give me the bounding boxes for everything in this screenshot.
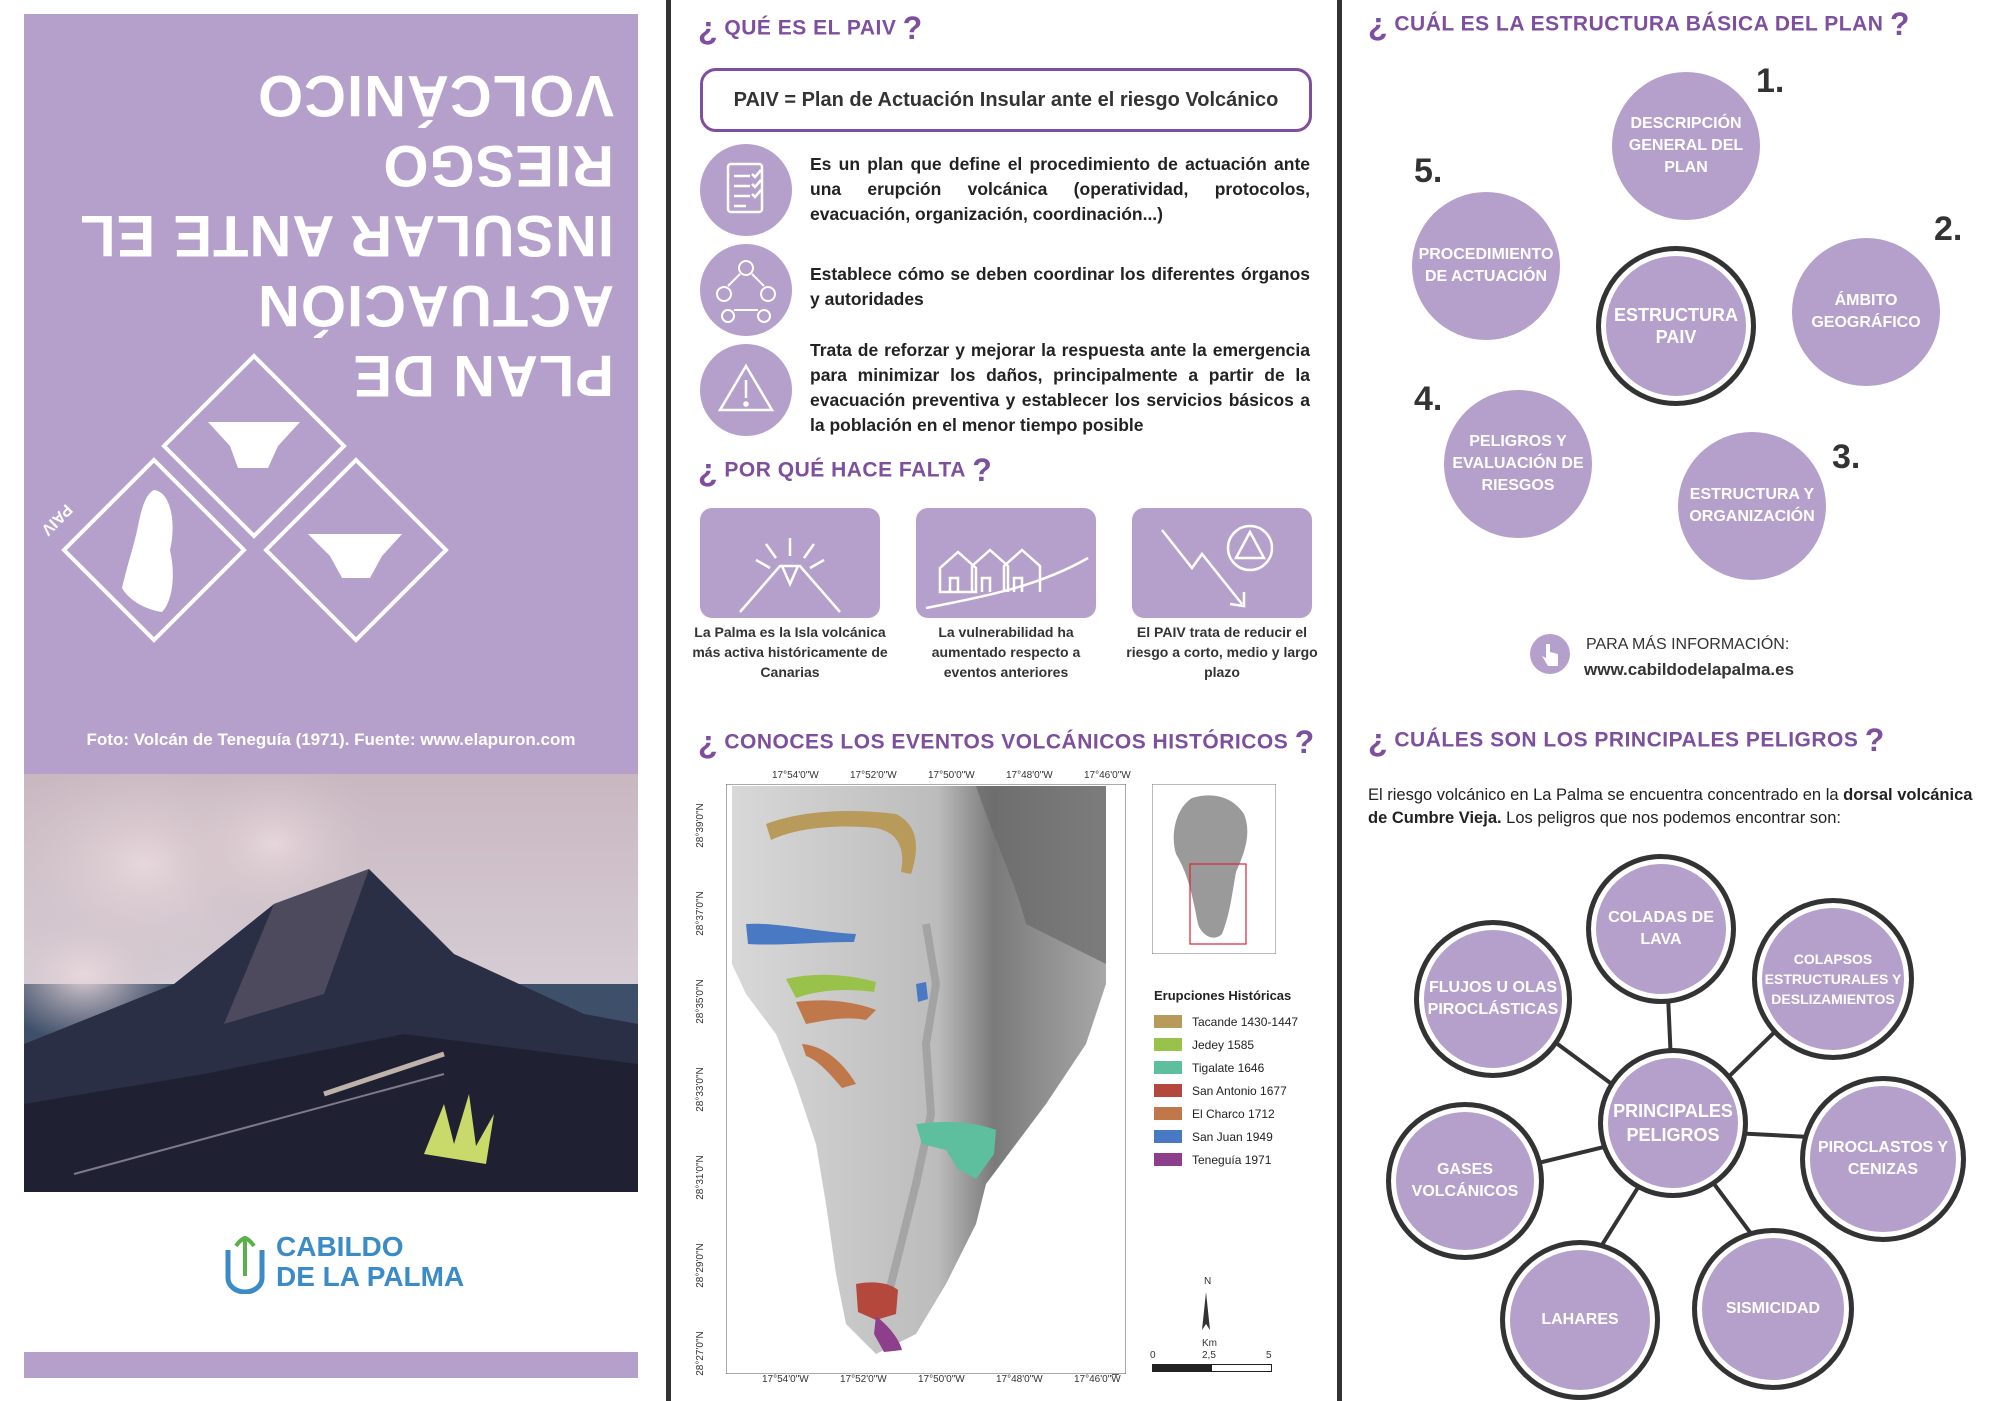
cabildo-emblem-icon <box>222 1232 268 1294</box>
historic-eruptions-map <box>694 770 1330 1390</box>
structure-node-5: PROCEDIMIENTO DE ACTUACIÓN <box>1412 192 1560 340</box>
houses-icon <box>916 508 1096 618</box>
island-relief-map <box>726 784 1126 1374</box>
que-es-item-1-text: Es un plan que define el procedimiento de actuación ante una erupción volcánica (operatividad, protocolos, evacuación, organización, coordinación...) <box>810 154 1310 224</box>
lon-label-top-4: 17°48'0"W <box>1006 770 1053 781</box>
structure-num-2: 2. <box>1934 210 1963 248</box>
info-url-link[interactable]: www.cabildodelapalma.es <box>1584 660 1795 679</box>
logo-line-2: DE LA PALMA <box>276 1261 465 1292</box>
warning-icon <box>700 344 792 436</box>
lat-label-left-3: 28°35'0"N <box>694 979 706 1024</box>
structure-center: ESTRUCTURA PAIV <box>1596 246 1756 406</box>
por-que-caption-3: El PAIV trata de reducir el riesgo a corto, medio y largo plazo <box>1126 624 1318 680</box>
cover-bottom-bar <box>24 1352 638 1378</box>
structure-num-5: 5. <box>1414 152 1443 190</box>
lon-label-bottom-5: 17°46'0"W <box>1074 1374 1121 1385</box>
people-network-icon <box>700 244 792 336</box>
logo-line-1: CABILDO <box>276 1231 404 1262</box>
legend-item: Teneguía 1971 <box>1154 1148 1298 1171</box>
crater-icon <box>208 422 300 468</box>
lat-label-left-6: 28°29'0"N <box>694 1243 706 1288</box>
scale-tick-2: 5 <box>1266 1350 1272 1361</box>
legend-item: San Juan 1949 <box>1154 1125 1298 1148</box>
lon-label-top-3: 17°50'0"W <box>928 770 975 781</box>
lon-label-top-5: 17°46'0"W <box>1084 770 1131 781</box>
structure-num-4: 4. <box>1414 380 1443 418</box>
legend-item: El Charco 1712 <box>1154 1102 1298 1125</box>
hazard-node-lahars: LAHARES <box>1500 1240 1660 1400</box>
lon-label-bottom-4: 17°48'0"W <box>996 1374 1043 1385</box>
volcano-icon <box>700 508 880 618</box>
scale-tick-0: 0 <box>1150 1350 1156 1361</box>
cover-title-line-2: INSULAR ANTE EL <box>79 203 614 268</box>
north-label: N <box>1204 1276 1212 1287</box>
lon-label-bottom-2: 17°52'0"W <box>840 1374 887 1385</box>
por-que-caption-1: La Palma es la Isla volcánica más activa históricamente de Canarias <box>692 624 888 680</box>
hazard-node-lava: COLADAS DE LAVA <box>1586 854 1736 1004</box>
lon-label-top-2: 17°52'0"W <box>850 770 897 781</box>
cover-title-line-3: RIESGO VOLCÁNICO <box>257 63 614 198</box>
lon-label-bottom-1: 17°54'0"W <box>762 1374 809 1385</box>
lat-label-left-2: 28°37'0"N <box>694 891 706 936</box>
paiv-badge: PAIV <box>37 500 76 539</box>
hazard-node-gases: GASES VOLCÁNICOS <box>1386 1102 1544 1260</box>
hazard-node-pyroclastic-flows: FLUJOS U OLAS PIROCLÁSTICAS <box>1414 920 1572 1078</box>
legend-item: Tacande 1430-1447 <box>1154 1010 1298 1033</box>
crater-icon-2 <box>308 534 402 578</box>
fold-divider-2 <box>1337 0 1342 1401</box>
structure-node-1: DESCRIPCIÓN GENERAL DEL PLAN <box>1612 72 1760 220</box>
pointer-hand-icon <box>1528 632 1572 676</box>
risk-decrease-icon <box>1132 508 1312 618</box>
structure-num-3: 3. <box>1832 438 1861 476</box>
heading-por-que: ¿ POR QUÉ HACE FALTA ? <box>698 452 993 488</box>
info-label: PARA MÁS INFORMACIÓN: <box>1586 636 1790 653</box>
heading-estructura: ¿ CUÁL ES LA ESTRUCTURA BÁSICA DEL PLAN ? <box>1368 6 1910 42</box>
legend-item: Jedey 1585 <box>1154 1033 1298 1056</box>
cabildo-logo <box>222 1230 482 1300</box>
cover-diamonds-graphic <box>50 350 460 650</box>
scale-tick-1: 2,5 <box>1202 1350 1216 1361</box>
lat-label-left-1: 28°39'0"N <box>694 803 706 848</box>
lat-label-left-7: 28°27'0"N <box>694 1331 706 1376</box>
hazard-node-seismicity: SISMICIDAD <box>1692 1228 1854 1390</box>
que-es-item-2-text: Establece cómo se deben coordinar los diferentes órganos y autoridades <box>810 264 1310 309</box>
structure-node-3: ESTRUCTURA Y ORGANIZACIÓN <box>1678 432 1826 580</box>
heading-que-es: ¿ QUÉ ES EL PAIV ? <box>698 10 923 46</box>
island-silhouette-icon <box>122 490 173 612</box>
paiv-definition-box: PAIV = Plan de Actuación Insular ante el riesgo Volcánico <box>700 68 1312 132</box>
lon-label-top-1: 17°54'0"W <box>772 770 819 781</box>
photo-caption: Foto: Volcán de Teneguía (1971). Fuente: www.elapuron.com <box>86 730 576 749</box>
north-arrow-icon <box>1196 1290 1216 1336</box>
cover-title-line-1: PLAN DE ACTUACIÓN <box>257 273 614 408</box>
lat-label-left-4: 28°33'0"N <box>694 1067 706 1112</box>
fold-divider-1 <box>666 0 671 1401</box>
legend-item: San Antonio 1677 <box>1154 1079 1298 1102</box>
structure-node-4: PELIGROS Y EVALUACIÓN DE RIESGOS <box>1444 390 1592 538</box>
hazard-node-pyroclasts: PIROCLASTOS Y CENIZAS <box>1800 1076 1966 1242</box>
heading-peligros: ¿ CUÁLES SON LOS PRINCIPALES PELIGROS ? <box>1368 722 1885 758</box>
lat-label-left-5: 28°31'0"N <box>694 1155 706 1200</box>
hazard-node-collapse: COLAPSOS ESTRUCTURALES Y DESLIZAMIENTOS <box>1752 898 1914 1060</box>
eruption-san-juan-2 <box>916 982 928 1002</box>
heading-eventos: ¿ CONOCES LOS EVENTOS VOLCÁNICOS HISTÓRICOS ? <box>698 724 1315 760</box>
volcano-photo <box>24 774 638 1192</box>
legend <box>1154 1010 1298 1171</box>
structure-node-2: ÁMBITO GEOGRÁFICO <box>1792 238 1940 386</box>
por-que-caption-2: La vulnerabilidad ha aumentado respecto a eventos anteriores <box>931 624 1081 680</box>
legend-item: Tigalate 1646 <box>1154 1056 1298 1079</box>
hazard-center: PRINCIPALES PELIGROS <box>1598 1048 1748 1198</box>
peligros-intro: El riesgo volcánico en La Palma se encuentra concentrado en la dorsal volcánica de Cumbre Vieja. Los peligros que nos podemos encontrar son: <box>1368 786 1973 827</box>
inset-locator-map <box>1152 784 1276 954</box>
structure-num-1: 1. <box>1756 62 1785 100</box>
que-es-item-3-text: Trata de reforzar y mejorar la respuesta ante la emergencia para minimizar los daños, principalmente a partir de la evacuación preventiva y establecer los servicios básicos a la población en el menor tiempo posible <box>810 340 1310 435</box>
lon-label-bottom-3: 17°50'0"W <box>918 1374 965 1385</box>
checklist-icon <box>700 144 792 236</box>
legend-title: Erupciones Históricas <box>1154 988 1292 1003</box>
scale-bar <box>1152 1364 1272 1372</box>
scale-unit: Km <box>1202 1338 1217 1349</box>
